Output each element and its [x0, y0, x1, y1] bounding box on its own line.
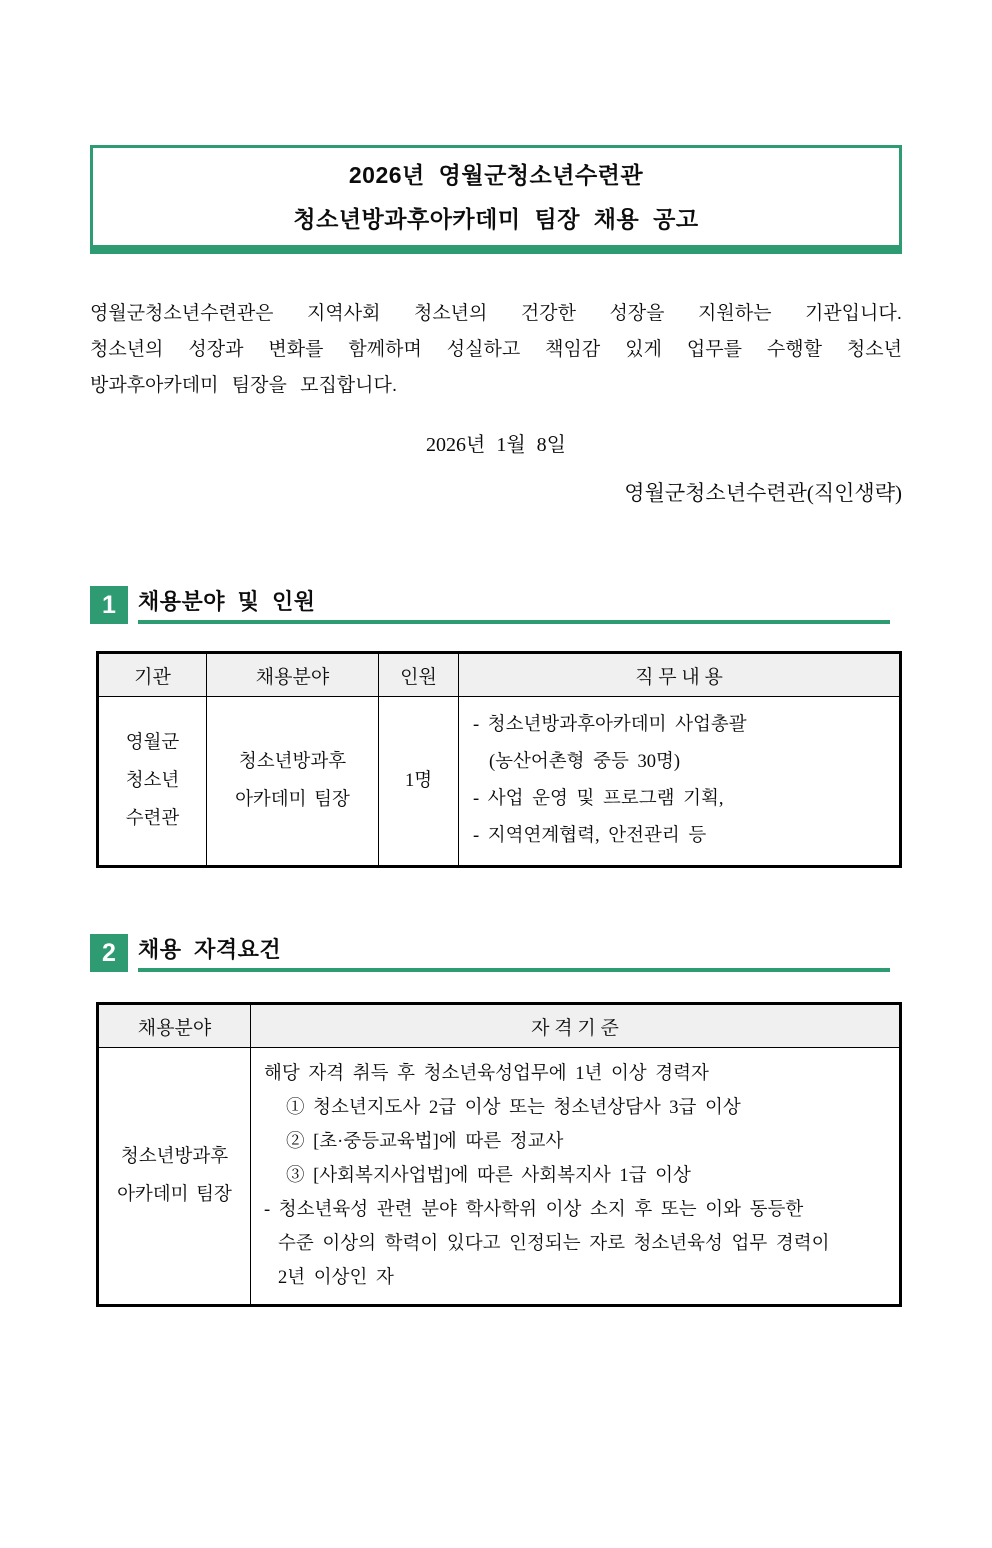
cell-criteria [251, 1048, 901, 1306]
cell-headcount: 1명 [379, 697, 459, 867]
duty-line-3: - 사업 운영 및 프로그램 기획, [473, 789, 724, 809]
document-title-line-1: 2026년 영월군청소년수련관 [348, 162, 644, 188]
section-2-number-badge: 2 [90, 934, 128, 972]
document-title-line-2: 청소년방과후아카데미 팀장 채용 공고 [293, 206, 699, 232]
criteria-line-6: 수준 이상의 학력이 있다고 인정되는 자로 청소년육성 업무 경력이 [278, 1234, 830, 1254]
duty-line-2: (농산어촌형 중등 30명) [489, 752, 681, 772]
title-box [90, 145, 902, 254]
document-page [90, 145, 902, 1307]
qualification-table [96, 1002, 902, 1307]
header-count: 인원 [379, 653, 459, 697]
org-line-2: 청소년 [125, 771, 180, 791]
section-1-underline [138, 586, 890, 624]
table-header-row [98, 1004, 901, 1048]
header-criteria: 자 격 기 준 [251, 1004, 901, 1048]
org-line-3: 수련관 [125, 809, 180, 829]
criteria-line-4: ③ [사회복지사업법]에 따른 사회복지사 1급 이상 [286, 1166, 691, 1186]
cell-organization [98, 697, 207, 867]
criteria-line-7: 2년 이상인 자 [278, 1268, 394, 1288]
header-field: 채용분야 [207, 653, 379, 697]
criteria-line-1: 해당 자격 취득 후 청소년육성업무에 1년 이상 경력자 [264, 1064, 709, 1084]
announcement-date: 2026년 1월 8일 [426, 434, 566, 456]
cell-recruitment-field [207, 697, 379, 867]
header-org: 기관 [98, 653, 207, 697]
cell-duties [459, 697, 901, 867]
table-row [98, 697, 901, 867]
field-line-2: 아카데미 팀장 [117, 1185, 232, 1205]
section-1-heading [90, 586, 902, 624]
section-2-underline [138, 934, 890, 972]
issuing-organization: 영월군청소년수련관(직인생략) [624, 481, 902, 505]
org-line-1: 영월군 [125, 733, 180, 753]
table-row [98, 1048, 901, 1306]
criteria-line-5: - 청소년육성 관련 분야 학사학위 이상 소지 후 또는 이와 동등한 [264, 1200, 804, 1220]
cell-recruitment-field [98, 1048, 251, 1306]
intro-line-3: 방과후아카데미 팀장을 모집합니다. [90, 375, 398, 396]
field-line-1: 청소년방과후 [120, 1147, 229, 1167]
recruitment-table [96, 651, 902, 868]
duty-line-1: - 청소년방과후아카데미 사업총괄 [473, 715, 747, 735]
criteria-line-3: ② [초·중등교육법]에 따른 정교사 [286, 1132, 564, 1152]
field-line-2: 아카데미 팀장 [235, 790, 350, 810]
field-line-1: 청소년방과후 [238, 752, 347, 772]
header-duty: 직 무 내 용 [459, 653, 901, 697]
criteria-line-2: ① 청소년지도사 2급 이상 또는 청소년상담사 3급 이상 [286, 1098, 741, 1118]
intro-line-2: 청소년의 성장과 변화를 함께하며 성실하고 책임감 있게 업무를 수행할 청소년 [90, 339, 902, 360]
section-2-title: 채용 자격요건 [138, 937, 282, 962]
qualification-table-body [98, 1048, 901, 1306]
duty-line-4: - 지역연계협력, 안전관리 등 [473, 826, 707, 846]
intro-paragraph [90, 296, 902, 404]
header-field: 채용분야 [98, 1004, 251, 1048]
table-header-row [98, 653, 901, 697]
section-1-title: 채용분야 및 인원 [138, 589, 316, 614]
section-2-heading [90, 934, 902, 972]
intro-line-1: 영월군청소년수련관은 지역사회 청소년의 건강한 성장을 지원하는 기관입니다. [90, 303, 902, 324]
qualification-table-header [98, 1004, 901, 1048]
recruitment-table-body [98, 697, 901, 867]
recruitment-table-header [98, 653, 901, 697]
section-1-number-badge: 1 [90, 586, 128, 624]
